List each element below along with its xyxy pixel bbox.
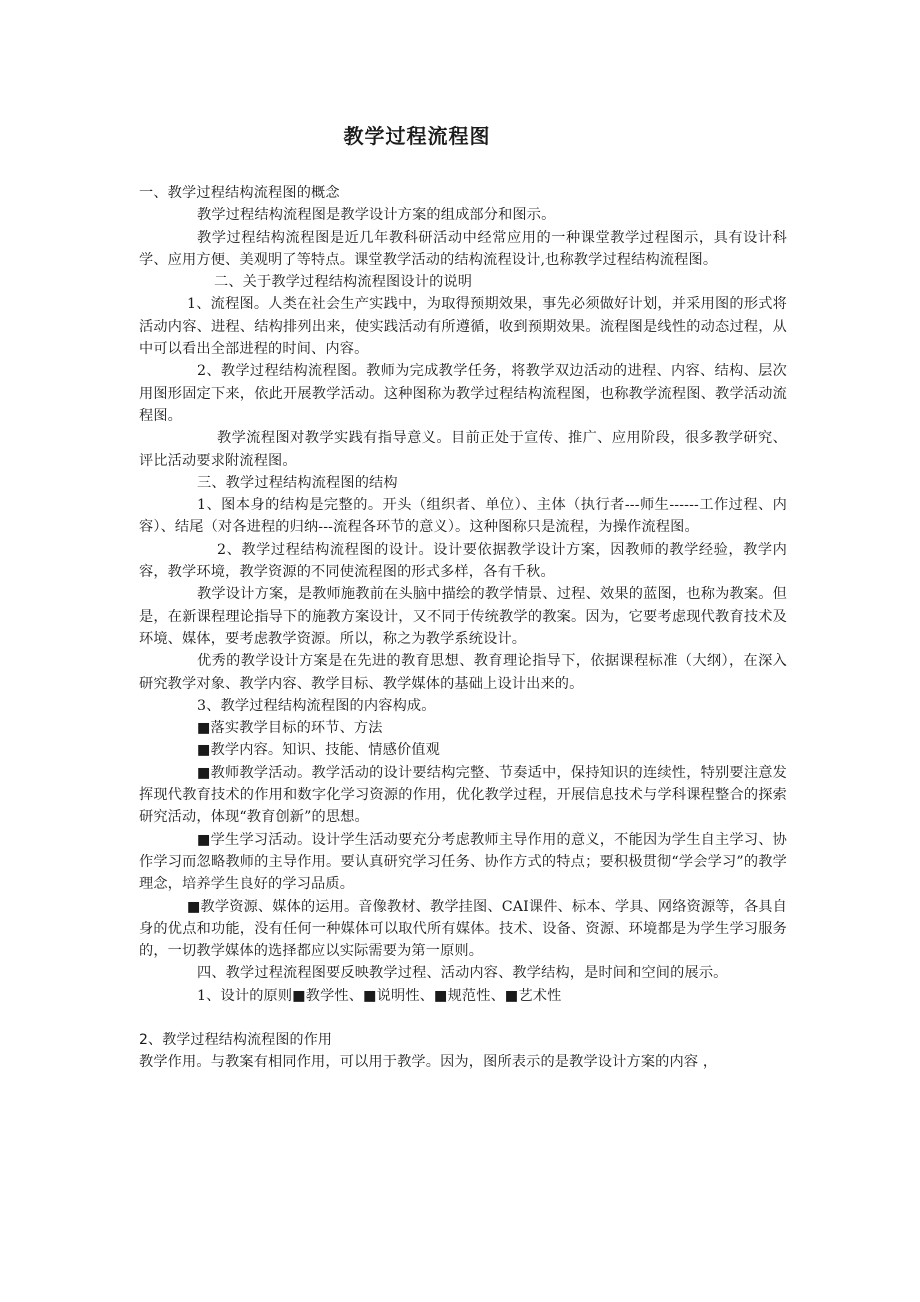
paragraph-gap (139, 1007, 787, 1029)
page-title: 教学过程流程图 (343, 124, 491, 148)
paragraph: 2、教学过程结构流程图。教师为完成教学任务，将教学双边活动的进程、内容、结构、层次用图形固定下来，依此开展教学活动。这种图称为教学过程结构流程图，也称教学流程图、教学活动流程图。 (139, 363, 787, 424)
bullet-item: ■学生学习活动。设计学生活动要充分考虑教师主导作用的意义，不能因为学生自主学习、协作学习而忽略教师的主导作用。要认真研究学习任务、协作方式的特点；要积极贯彻“学会学习”的教学理念，培养学生良好的学习品质。 (139, 831, 787, 893)
paragraph: 教学作用。与教案有相同作用，可以用于教学。因为，图所表示的是教学设计方案的内容 ， (139, 1054, 718, 1071)
bullet-item: ■教师教学活动。教学活动的设计要结构完整、节奏适中，保持知识的连续性，特别要注意发挥现代教育技术的作用和数字化学习资源的作用，优化教学过程，开展信息技术与学科课程整合的探索研究活动，体现“教育创新”的思想。 (139, 764, 787, 826)
paragraph: 教学过程结构流程图是教学设计方案的组成部分和图示。 (197, 207, 556, 224)
paragraph: 优秀的教学设计方案是在先进的教育思想、教育理论指导下，依据课程标准（大纲），在深入研究教学对象、教学内容、教学目标、教学媒体的基础上设计出来的。 (139, 653, 787, 692)
heading-section-4: 四、教学过程流程图要反映教学过程、活动内容、教学结构，是时间和空间的展示。 (197, 965, 728, 982)
paragraph: 1、设计的原则■教学性、■说明性、■规范性、■艺术性 (197, 987, 562, 1004)
bullet-item: ■落实教学目标的环节、方法 (197, 720, 383, 737)
heading-section-1: 一、教学过程结构流程图的概念 (139, 185, 340, 201)
heading-section-3: 三、教学过程结构流程图的结构 (197, 474, 398, 491)
subheading: 2、教学过程结构流程图的作用 (139, 1031, 333, 1048)
document-body (139, 182, 787, 1074)
paragraph: 1、图本身的结构是完整的。开头（组织者、单位）、主体（执行者---师生------工作过程、内容）、结尾（对各进程的归纳---流程各环节的意义）。这种图称只是流程，为操作流程图。 (139, 497, 787, 536)
bullet-item: ■教学资源、媒体的运用。音像教材、教学挂图、CAI课件、标本、学具、网络资源等，各具自身的优点和功能，没有任何一种媒体可以取代所有媒体。技术、设备、资源、环境都是为学生学习服务的，一切教学媒体的选择都应以实际需要为第一原则。 (139, 898, 787, 960)
paragraph: 教学流程图对教学实践有指导意义。目前正处于宣传、推广、应用阶段，很多教学研究、评比活动要求附流程图。 (139, 430, 787, 469)
bullet-item: ■教学内容。知识、技能、情感价值观 (197, 742, 440, 759)
paragraph: 3、教学过程结构流程图的内容构成。 (197, 697, 436, 714)
heading-section-2: 二、关于教学过程结构流程图设计的说明 (214, 274, 473, 291)
paragraph: 2、教学过程结构流程图的设计。设计要依据教学设计方案，因教师的教学经验，教学内容，教学环境，教学资源的不同使流程图的形式多样，各有千秋。 (139, 541, 787, 581)
paragraph: 1、流程图。人类在社会生产实践中，为取得预期效果，事先必须做好计划，并采用图的形式将活动内容、进程、结构排列出来，使实践活动有所遵循，收到预期效果。流程图是线性的动态过程，从中可以看出全部进程的时间、内容。 (139, 296, 787, 358)
paragraph: 教学过程结构流程图是近几年教科研活动中经常应用的一种课堂教学过程图示，具有设计科学、应用方便、美观明了等特点。课堂教学活动的结构流程设计,也称教学过程结构流程图。 (139, 229, 787, 268)
paragraph: 教学设计方案，是教师施教前在头脑中描绘的教学情景、过程、效果的蓝图，也称为教案。但是，在新课程理论指导下的施教方案设计，又不同于传统教学的教案。因为，它要考虑现代教育技术及环境、媒体，要考虑教学资源。所以，称之为教学系统设计。 (139, 586, 787, 647)
